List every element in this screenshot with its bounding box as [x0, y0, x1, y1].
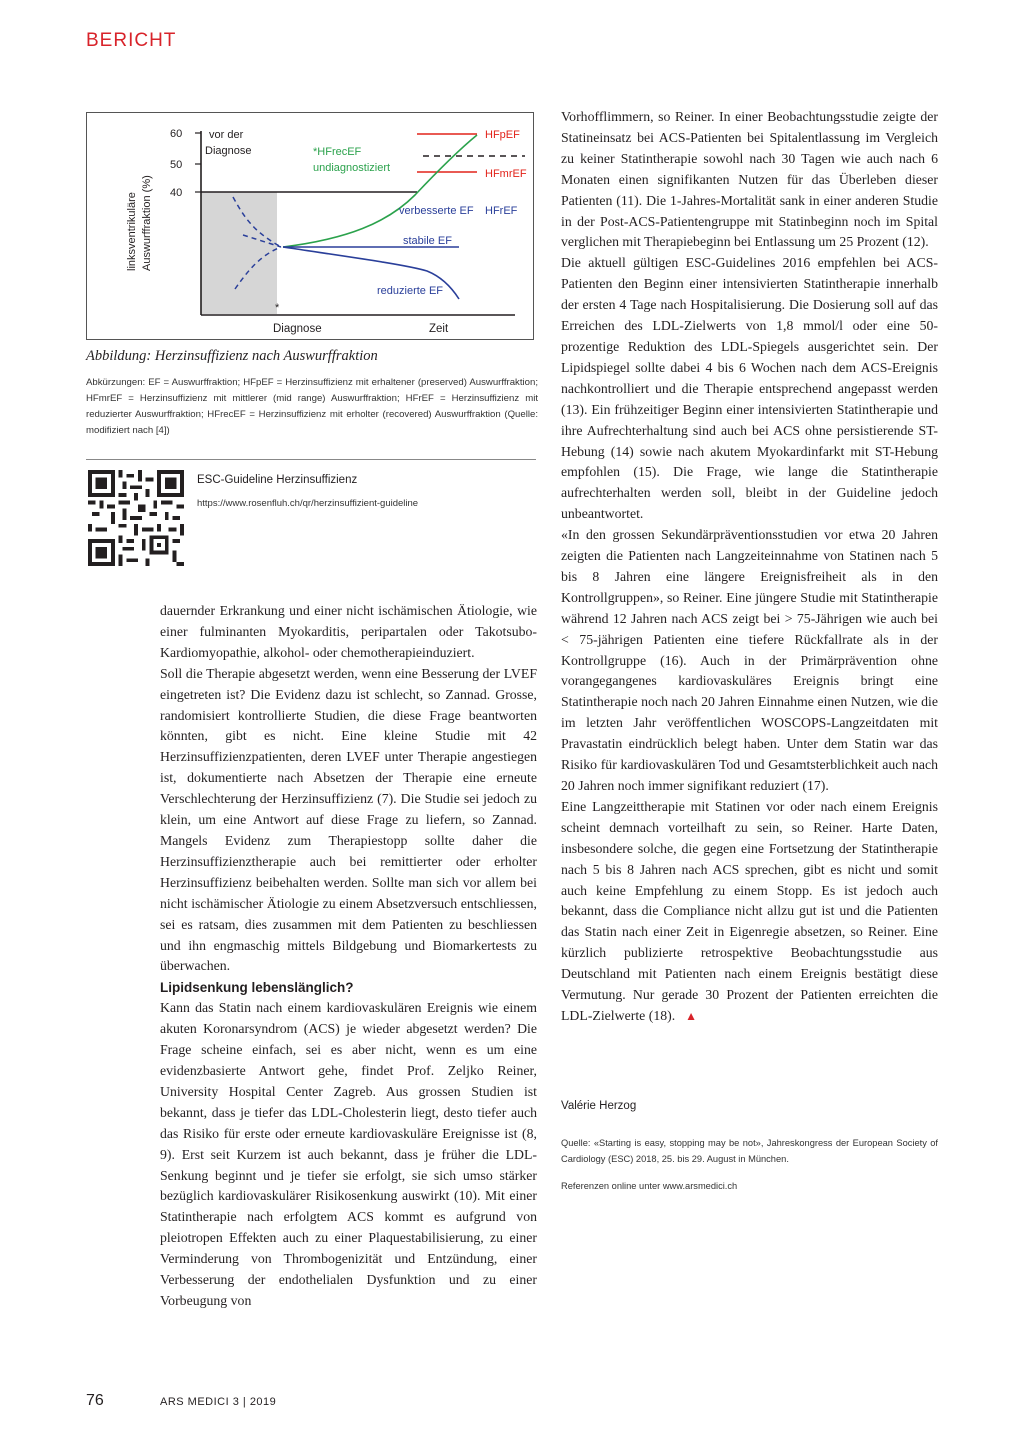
- qr-title: ESC-Guideline Herzinsuffizienz: [197, 474, 358, 486]
- y-axis-label-2: Auswurffraktion (%): [141, 175, 153, 271]
- label-reduzierte: reduzierte EF: [377, 285, 444, 297]
- section-subheading: Lipidsenkung lebenslänglich?: [160, 980, 354, 996]
- source-note: Quelle: «Starting is easy, stopping may be not», Jahreskongress der European Society of Cardiology (ESC) 2018, 25. bis 29. August in München.: [561, 1138, 938, 1164]
- label-diagnose-top: Diagnose: [205, 145, 252, 157]
- x-label-zeit: Zeit: [429, 323, 449, 335]
- right-column: [561, 107, 938, 1027]
- label-hfpef: HFpEF: [485, 129, 520, 141]
- label-hfmref: HFmrEF: [485, 168, 527, 180]
- pre-diagnosis-shade: [201, 192, 277, 314]
- left-paragraph-1: dauernder Erkrankung und einer nicht ischämischen Ätiologie, wie einer fulminanten Myokarditis, peripartalen oder Takotsubo-Kardiomyopathie, alkohol- oder chemotherapieinduziert.: [160, 603, 537, 660]
- right-paragraph-4: [561, 797, 938, 1027]
- right-paragraph-4-text: Eine Langzeittherapie mit Statinen vor oder nach einem Ereignis scheint demnach vorteilhaft zu sein, so Reiner. Harte Daten, insbesondere solche, die gegen eine Fortsetzung der Statintherapie nach 5 bis 8 Jahren nach ACS sprechen, gibt es nicht und somit auch keine Empfehlung zu einem Stopp. Es ist jedoch auch bekannt, dass die Compliance nicht allzu gut ist und die Patienten das Statin nach einer Zeit in Eigenregie absetzen, so Reiner. Eine kürzlich publizierte retrospektive Beobachtungsstudie aus Deutschland mit Patienten nach einem Ereignis bestätigt diese Vermutung. Nur gerade 30 Prozent der Patienten erreichten die LDL-Zielwerte (18).: [561, 798, 938, 1023]
- section-header: BERICHT: [86, 30, 177, 51]
- label-star: *: [275, 302, 280, 314]
- left-paragraph-2: Soll die Therapie abgesetzt werden, wenn eine Besserung der LVEF eingetreten ist? Die Evidenz dazu ist schlecht, so Zannad. Grosse, randomisiert kontrollierte Studien, die diese Frage beantworten könnten, gibt es nicht. Eine kleine Studie mit 42 Herzinsuffizienzpatienten, deren LVEF unter Therapie angestiegen ist, dokumentierte nach Absetzen der Therapie eine erneute Verschlechterung der Herzinsuffizienz (7). Die Studie sei jedoch zu klein, um eine Antwort auf diese Frage zu liefern, so Zannad. Mangels Evidenz zum Therapiestopp sollte daher die Herzinsuffizienztherapie auch bei remittierter oder erholter Herzinsuffizienz beibehalten werden. Sollte man sich vor allem bei nicht ischämischer Ätiologie zu einem Absetzversuch entschliessen, sei es ratsam, dies zusammen mit dem Patienten zu beschliessen und ihn engmaschig mittels Bildgebung und Biomarkertests zu überwachen.: [160, 665, 537, 974]
- qr-divider: [86, 459, 536, 460]
- tick-50: 50: [170, 159, 183, 171]
- right-paragraph-2: Die aktuell gültigen ESC-Guidelines 2016 empfehlen bei ACS-Patienten den Beginn einer intensivierten Statintherapie innerhalb der ersten 4 Tage nach Hospitalisierung. Die Dosierung soll auf das Erreichen des LDL-Zielwerts von 1,8 mmol/l oder eine 50-prozentige Reduktion des LDL-Spiegels ausgerichtet sein. Der Lipidspiegel sollte dabei 4 bis 6 Wochen nach dem ACS-Ereignis nachkontrolliert und die Therapie entsprechend angepasst werden (13). Ein frühzeitiger Beginn einer intensivierten Statintherapie und ihre Aufrechterhaltung sind auch bei ACS ohne persistierende ST-Hebung (14) sowie nach akutem Myokardinfarkt mit ST-Hebung empfohlen (15). Die Frage, wie lange die Statintherapie aufrechterhalten werden soll, bleibt in der Guideline jedoch unbeantwortet.: [561, 255, 938, 522]
- right-paragraph-3: «In den grossen Sekundärpräventionsstudien vor etwa 20 Jahren zeigten die Patienten nach Langzeiteinnahme von Statinen nach 5 bis 8 Jahren eine längere Ereignisfreiheit als in den Kontrollgruppen», so Reiner. Eine jüngere Studie mit Statintherapie während 12 Jahren nach ACS zeigt bei > 75-Jährigen wie auch bei < 75-jährigen Patienten eine tiefere Rückfallrate als in der Kontrollgruppe (16). Auch in der Primärprävention ohne vorangegangenes kardiovaskuläres Ereignis bringt eine Statintherapie noch nach 20 Jahren Einnahme einen Nutzen, wie die im letzten Jahr veröffentlichen WOSCOPS-Langzeitdaten mit Pravastatin eindrücklich belegt haben. Unter dem Statin war das Risiko für kardiovaskulären Tod und Gesamtsterblichkeit auch nach 20 Jahren noch immer signifikant reduziert (17).: [561, 527, 938, 793]
- right-paragraph-1: Vorhofflimmern, so Reiner. In einer Beobachtungsstudie zeigte der Statineinsatz bei ACS-Patienten bei Spitalentlassung im Vergleich zu keiner Statintherapie sowohl nach 30 Tagen wie auch nach 6 Monaten einen signifikanten Nutzen für das Überleben dieser Patienten (11). Die 1-Jahres-Mortalität sank in einer anderen Studie in der Post-ACS-Patientengruppe mit Statinbeginn noch im Spital verglichen mit Therapiebeginn bei Entlassung um 25 Prozent (12).: [561, 109, 938, 250]
- label-vor-der: vor der: [209, 129, 244, 141]
- figure-caption-text: Abkürzungen: EF = Auswurffraktion; HFpEF = Herzinsuffizienz mit erhaltener (preserved) Auswurffraktion; HFmrEF = Herzinsuffizienz mit mittlerer (mid range) Auswurffraktion; HFrEF = Herzinsuffizienz mit reduzierter Auswurffraktion; HFrecEF = Herzinsuffizienz mit erholter (recovered) Auswurffraktion (Quelle: modifiziert nach [4]): [86, 377, 538, 436]
- label-verbesserte: verbesserte EF: [399, 205, 474, 217]
- label-stabile: stabile EF: [403, 235, 452, 247]
- qr-url-link[interactable]: https://www.rosenfluh.ch/qr/herzinsuffizient-guideline: [197, 498, 419, 509]
- tick-60: 60: [170, 128, 183, 140]
- figure-diagram: [86, 112, 534, 340]
- left-paragraph-3: Kann das Statin nach einem kardiovaskulären Ereignis wie einem akuten Koronarsyndrom (ACS) je wieder abgesetzt werden? Die Frage scheine einfach, sei es aber nicht, wenn es um eine evidenzbasierte Antwort gehe, findet Prof. Zeljko Reiner, University Hospital Center Zagreb. Aus grossen Studien ist bekannt, dass je tiefer das LDL-Cholesterin liegt, desto tiefer auch das Risiko für erste oder erneute kardiovaskuläre Ereignisse ist (8, 9). Erst seit Kurzem ist auch bekannt, dass je früher die LDL-Senkung beginnt und je tiefer sie erfolgt, sie sich umso stärker bezüglich kardiovaskulärer Risikosenkung auswirkt (10). Mit einer Statintherapie nach erfolgtem ACS kommt es aufgrund von pleiotropen Effekten auch zu einer Plaquestabilisierung, zu einer Verminderung von Thrombogenizität und Entzündung, einer Verbesserung der endothelialen Dysfunktion und zu einer Vorbeugung von: [160, 1000, 537, 1308]
- label-hfref: HFrEF: [485, 205, 518, 217]
- qr-code-icon[interactable]: [88, 470, 184, 566]
- end-mark-icon: ▲: [685, 1008, 698, 1023]
- journal-name: ARS MEDICI 3 | 2019: [160, 1396, 277, 1408]
- x-label-diagnose: Diagnose: [273, 323, 322, 335]
- y-axis-label-1: linksventrikuläre: [126, 192, 138, 271]
- author-name: Valérie Herzog: [561, 1100, 637, 1112]
- label-undiagnostiziert: undiagnostiziert: [313, 162, 391, 174]
- label-hfrecef: *HFrecEF: [313, 146, 362, 158]
- page-number: 76: [86, 1392, 104, 1409]
- left-column: [160, 601, 537, 1312]
- references-note: Referenzen online unter www.arsmedici.ch: [561, 1181, 738, 1191]
- tick-40: 40: [170, 187, 183, 199]
- figure-caption-title: Abbildung: Herzinsuffizienz nach Auswurffraktion: [86, 348, 378, 364]
